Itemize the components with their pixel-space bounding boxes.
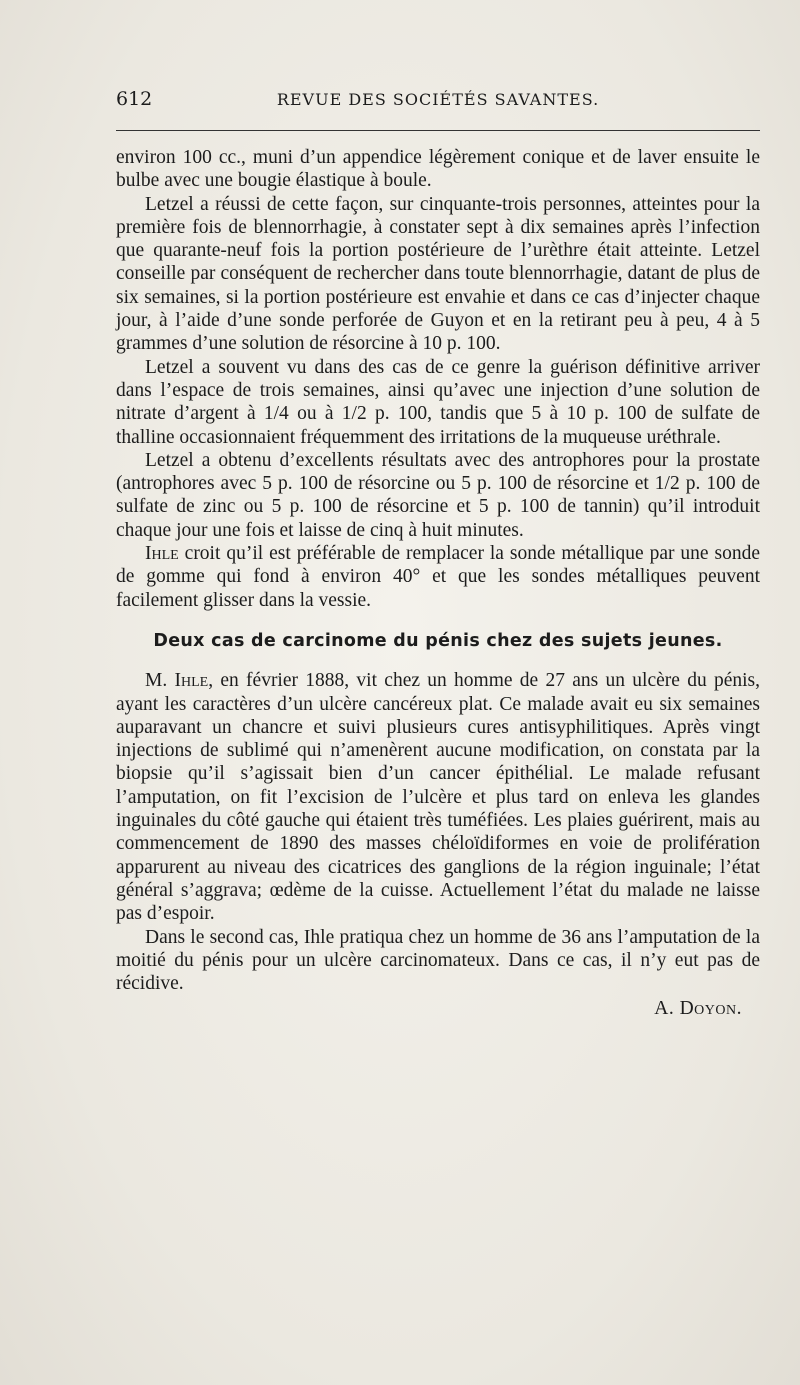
paragraph-first-case: [116, 669, 760, 925]
signature-name: Doyon.: [679, 998, 742, 1020]
author-prefix: M.: [145, 670, 175, 692]
author-name-ihle: Ihle: [145, 543, 179, 565]
signature: [116, 997, 760, 1020]
paragraph-ihle-sonde: [116, 542, 760, 612]
author-name-ihle-case: Ihle: [174, 670, 209, 692]
article-body: [116, 146, 760, 1021]
page-number: 612: [116, 88, 153, 110]
paragraph-antrophores: Letzel a obtenu d’excellents résultats avec des antrophores pour la prostate (antrophores avec 5 p. 100 de résorcine ou 5 p. 100 de résorcine et 1/2 p. 100 de sulfate de zinc ou 5 p. 100 de résorcine et 5 p. 100 de tannin) qu’il introduit chaque jour une fois et laisse de cinq à huit minutes.: [116, 449, 760, 541]
paragraph-continuation: environ 100 cc., muni d’un appendice légèrement conique et de laver ensuite le bulbe avec une bougie élastique à boule.: [116, 147, 760, 192]
paragraph-letzel-results: Letzel a souvent vu dans des cas de ce genre la guérison définitive arriver dans l’espace de trois semaines, ainsi qu’avec une injection d’une solution de nitrate d’argent à 1/4 ou à 1/2 p. 100, tandis que 5 à 10 p. 100 de sulfate de thalline occasionnaient fréquemment des irritations de la muqueuse uréthrale.: [116, 356, 760, 448]
section-heading: Deux cas de carcinome du pénis chez des sujets jeunes.: [153, 630, 723, 651]
running-title: REVUE DES SOCIÉTÉS SAVANTES.: [276, 90, 600, 109]
paragraph-letzel-method: Letzel a réussi de cette façon, sur cinquante-trois personnes, atteintes pour la première fois de blennorrhagie, à constater sept à dix semaines après l’infection que quarante-neuf fois la portion postérieure de l’urèthre était atteinte. Letzel conseille par conséquent de rechercher dans toute blennorrhagie, datant de plus de six semaines, si la portion postérieure est envahie et dans ce cas d’injecter chaque jour, à l’aide d’une sonde perforée de Guyon et en la retirant peu à peu, 4 à 5 grammes d’une solution de résorcine à 10 p. 100.: [116, 193, 760, 355]
paragraph-second-case: Dans le second cas, Ihle pratiqua chez un homme de 36 ans l’amputation de la moitié du pénis pour un ulcère carcinomateux. Dans ce cas, il n’y eut pas de récidive.: [116, 926, 760, 995]
page-header: [116, 88, 760, 118]
paragraph-first-case-text: , en février 1888, vit chez un homme de 27 ans un ulcère du pénis, ayant les caractères d’un ulcère cancéreux plat. Ce malade avait eu six semaines auparavant un chancre et suivi plusieurs cures antisyphilitiques. Après vingt injections de sublimé qui n’amenèrent aucune modification, on constata par la biopsie qu’il s’agissait bien d’un cancer épithélial. Le malade refusant l’amputation, on fit l’excision de l’ulcère et plus tard on enleva les glandes inguinales du côté gauche qui étaient très tuméfiées. Les plaies guérirent, mais au commencement de 1890 des masses chéloïdiformes en voie de prolifération apparurent au niveau des cicatrices des ganglions de la région inguinale; l’état général s’aggrava; œdème de la cuisse. Actuellement l’état du malade ne laisse pas d’espoir.: [116, 670, 761, 925]
signature-initial: A.: [654, 998, 680, 1020]
paragraph-ihle-sonde-text: croit qu’il est préférable de remplacer la sonde métallique par une sonde de gomme qui fond à environ 40° et que les sondes métalliques peuvent facilement glisser dans la vessie.: [116, 543, 760, 611]
header-rule: [116, 130, 760, 131]
